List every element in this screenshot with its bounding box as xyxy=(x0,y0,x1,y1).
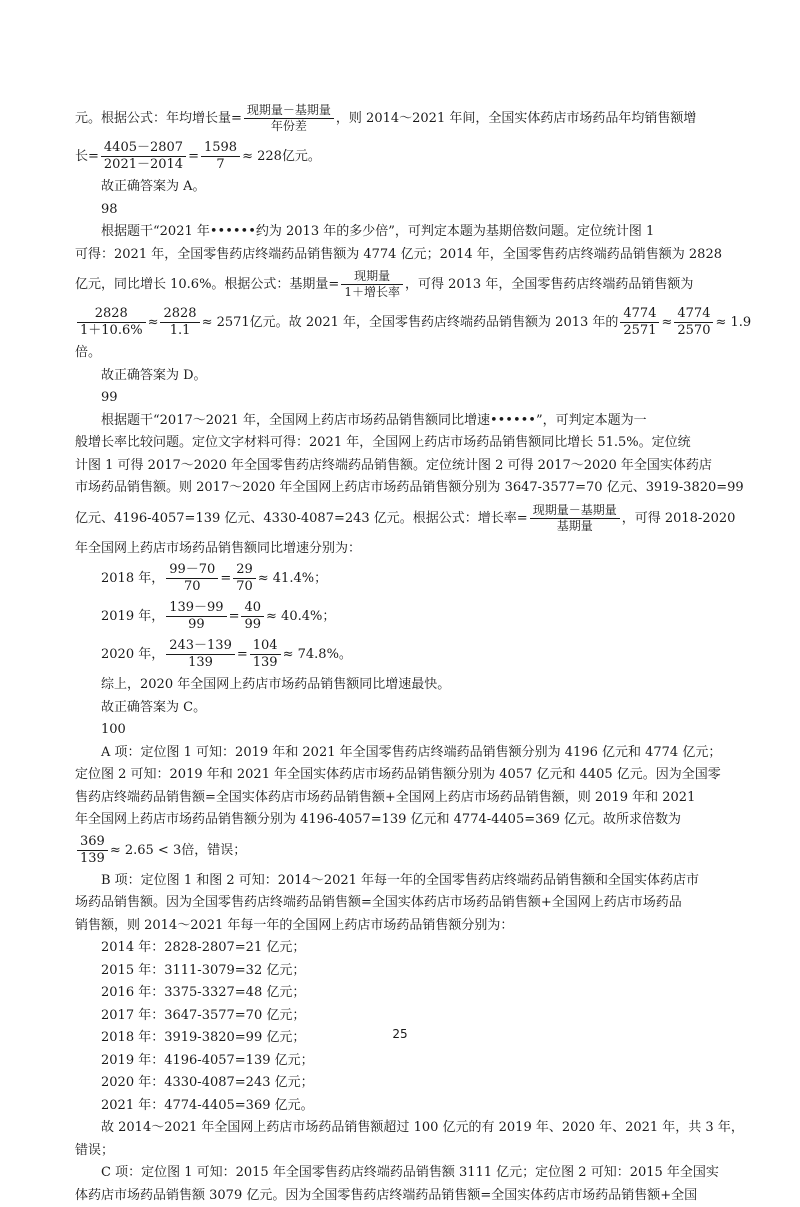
text-span: ≈ 41.4%； xyxy=(258,571,327,586)
list-item: 2020 年：4330-4087=243 亿元； xyxy=(75,1072,725,1095)
fraction-numerator: 现期量 xyxy=(341,269,403,285)
fraction-numerator: 4405－2807 xyxy=(101,140,186,157)
fraction xyxy=(674,306,713,339)
fraction xyxy=(244,103,334,134)
fraction-denominator: 1＋增长率 xyxy=(341,285,403,300)
fraction xyxy=(530,503,620,534)
approx-sign: ≈ xyxy=(661,315,672,330)
fraction-denominator: 139 xyxy=(77,851,108,867)
fraction xyxy=(166,600,226,633)
text-span: ≈ 2571亿元。故 2021 年，全国零售药店终端药品销售额为 2013 年的 xyxy=(202,315,619,330)
fraction-numerator: 1598 xyxy=(201,140,240,157)
text-span: ≈ 74.8%。 xyxy=(283,647,352,662)
text-line: 场药品销售额。因为全国零售药店终端药品销售额=全国实体药店市场药品销售额+全国网上药店市场药品 xyxy=(75,892,725,915)
text-line: 年全国网上药店市场药品销售额分别为 4196-4057=139 亿元和 4774-4405=369 亿元。故所求倍数为 xyxy=(75,809,725,832)
text-line: A 项：定位图 1 可知：2019 年和 2021 年全国零售药店终端药品销售额分别为 4196 亿元和 4774 亿元； xyxy=(75,742,725,765)
text-line xyxy=(75,500,725,538)
fraction xyxy=(166,562,218,595)
fraction-numerator: 99－70 xyxy=(166,562,218,579)
page-number: 25 xyxy=(0,1023,800,1046)
fraction xyxy=(160,306,199,339)
fraction-denominator: 139 xyxy=(250,655,281,671)
text-line xyxy=(75,598,725,636)
text-line: 可得：2021 年，全国零售药店终端药品销售额为 4774 亿元；2014 年，全国零售药店终端药品销售额为 2828 xyxy=(75,244,725,267)
text-span: ≈ 228亿元。 xyxy=(242,149,321,164)
text-line xyxy=(75,560,725,598)
fraction xyxy=(77,306,146,339)
text-line: 倍。 xyxy=(75,342,725,365)
text-line: 错误； xyxy=(75,1140,725,1163)
fraction-denominator: 7 xyxy=(201,157,240,173)
fraction-numerator: 139－99 xyxy=(166,600,226,617)
text-line xyxy=(75,138,725,176)
text-span: ≈ 1.9 xyxy=(715,315,751,330)
list-item: 2016 年：3375-3327=48 亿元； xyxy=(75,982,725,1005)
text-line: 市场药品销售额。则 2017～2020 年全国网上药店市场药品销售额分别为 3647-3577=70 亿元、3919-3820=99 xyxy=(75,477,725,500)
list-item: 2015 年：3111-3079=32 亿元； xyxy=(75,960,725,983)
list-item: 2014 年：2828-2807=21 亿元； xyxy=(75,937,725,960)
answer-line: 故正确答案为 A。 xyxy=(75,176,725,199)
answer-line: 故正确答案为 C。 xyxy=(75,697,725,720)
text-line: B 项：定位图 1 和图 2 可知：2014～2021 年每一年的全国零售药店终端药品销售额和全国实体药店市 xyxy=(75,870,725,893)
fraction-numerator: 4774 xyxy=(674,306,713,323)
text-span: 2019 年， xyxy=(101,609,164,624)
text-span: ，可得 2013 年，全国零售药店终端药品销售额为 xyxy=(405,277,693,292)
text-span: 元。根据公式：年均增长量= xyxy=(75,111,242,126)
list-item: 2021 年：4774-4405=369 亿元。 xyxy=(75,1095,725,1118)
equals-sign: = xyxy=(237,647,248,662)
equals-sign: = xyxy=(229,609,240,624)
text-span: 亿元，同比增长 10.6%。根据公式：基期量= xyxy=(75,277,339,292)
fraction xyxy=(166,638,235,671)
text-line xyxy=(75,304,725,342)
fraction-denominator: 基期量 xyxy=(530,519,620,534)
fraction-denominator: 99 xyxy=(241,617,264,633)
text-span: 2018 年， xyxy=(101,571,164,586)
text-line: 般增长率比较问题。定位文字材料可得：2021 年，全国网上药店市场药品销售额同比增长 51.5%。定位统 xyxy=(75,432,725,455)
text-span: 长= xyxy=(75,149,99,164)
fraction-numerator: 243－139 xyxy=(166,638,235,655)
fraction-numerator: 4774 xyxy=(620,306,659,323)
fraction-numerator: 40 xyxy=(241,600,264,617)
fraction-denominator: 1.1 xyxy=(160,323,199,339)
fraction-numerator: 104 xyxy=(250,638,281,655)
text-span: ，则 2014～2021 年间，全国实体药店市场药品年均销售额增 xyxy=(336,111,696,126)
approx-sign: ≈ xyxy=(148,315,159,330)
fraction-denominator: 70 xyxy=(233,579,256,595)
text-line: 根据题干“2021 年••••••约为 2013 年的多少倍”，可判定本题为基期倍数问题。定位统计图 1 xyxy=(75,221,725,244)
fraction xyxy=(77,834,108,867)
fraction-numerator: 369 xyxy=(77,834,108,851)
list-item: 2017 年：3647-3577=70 亿元； xyxy=(75,1005,725,1028)
text-line xyxy=(75,832,725,870)
text-line: 售药店终端药品销售额=全国实体药店市场药品销售额+全国网上药店市场药品销售额，则 2019 年和 2021 xyxy=(75,787,725,810)
fraction xyxy=(101,140,186,173)
fraction-denominator: 99 xyxy=(166,617,226,633)
fraction xyxy=(620,306,659,339)
fraction-numerator: 现期量－基期量 xyxy=(530,503,620,519)
text-line xyxy=(75,100,725,138)
text-line: 年全国网上药店市场药品销售额同比增速分别为： xyxy=(75,538,725,561)
text-line: 销售额，则 2014～2021 年每一年的全国网上药店市场药品销售额分别为： xyxy=(75,915,725,938)
fraction xyxy=(341,269,403,300)
list-item: 2019 年：4196-4057=139 亿元； xyxy=(75,1050,725,1073)
text-line: C 项：定位图 1 可知：2015 年全国零售药店终端药品销售额 3111 亿元；定位图 2 可知：2015 年全国实 xyxy=(75,1162,725,1185)
list-item: 2018 年：3919-3820=99 亿元； xyxy=(75,1027,725,1050)
equals-sign: = xyxy=(220,571,231,586)
fraction-denominator: 年份差 xyxy=(244,119,334,134)
question-number: 99 xyxy=(75,387,725,410)
fraction-numerator: 29 xyxy=(233,562,256,579)
question-number: 98 xyxy=(75,199,725,222)
text-span: ，可得 2018-2020 xyxy=(622,511,736,526)
fraction xyxy=(233,562,256,595)
fraction-numerator: 现期量－基期量 xyxy=(244,103,334,119)
fraction-denominator: 70 xyxy=(166,579,218,595)
text-line: 定位图 2 可知：2019 年和 2021 年全国实体药店市场药品销售额分别为 4057 亿元和 4405 亿元。因为全国零 xyxy=(75,764,725,787)
text-line: 综上，2020 年全国网上药店市场药品销售额同比增速最快。 xyxy=(75,674,725,697)
fraction-numerator: 2828 xyxy=(77,306,146,323)
fraction xyxy=(241,600,264,633)
fraction xyxy=(201,140,240,173)
question-number: 100 xyxy=(75,719,725,742)
text-line xyxy=(75,636,725,674)
fraction-denominator: 139 xyxy=(166,655,235,671)
equals-sign: = xyxy=(188,149,199,164)
answer-line: 故正确答案为 D。 xyxy=(75,365,725,388)
fraction-denominator: 1＋10.6% xyxy=(77,323,146,339)
fraction-denominator: 2570 xyxy=(674,323,713,339)
fraction-numerator: 2828 xyxy=(160,306,199,323)
text-line: 根据题干“2017～2021 年，全国网上药店市场药品销售额同比增速••••••”，可判定本题为一 xyxy=(75,410,725,433)
text-span: ≈ 40.4%； xyxy=(266,609,335,624)
text-line xyxy=(75,266,725,304)
text-span: 2020 年， xyxy=(101,647,164,662)
text-span: 亿元、4196-4057=139 亿元、4330-4087=243 亿元。根据公式：增长率= xyxy=(75,511,528,526)
text-line: 体药店市场药品销售额 3079 亿元。因为全国零售药店终端药品销售额=全国实体药店市场药品销售额+全国 xyxy=(75,1185,725,1207)
fraction xyxy=(250,638,281,671)
fraction-denominator: 2571 xyxy=(620,323,659,339)
text-line: 计图 1 可得 2017～2020 年全国零售药店终端药品销售额。定位统计图 2 可得 2017～2020 年全国实体药店 xyxy=(75,455,725,478)
text-line: 故 2014～2021 年全国网上药店市场药品销售额超过 100 亿元的有 2019 年、2020 年、2021 年，共 3 年， xyxy=(75,1117,725,1140)
fraction-denominator: 2021－2014 xyxy=(101,157,186,173)
text-span: ≈ 2.65 < 3倍，错误； xyxy=(110,843,246,858)
